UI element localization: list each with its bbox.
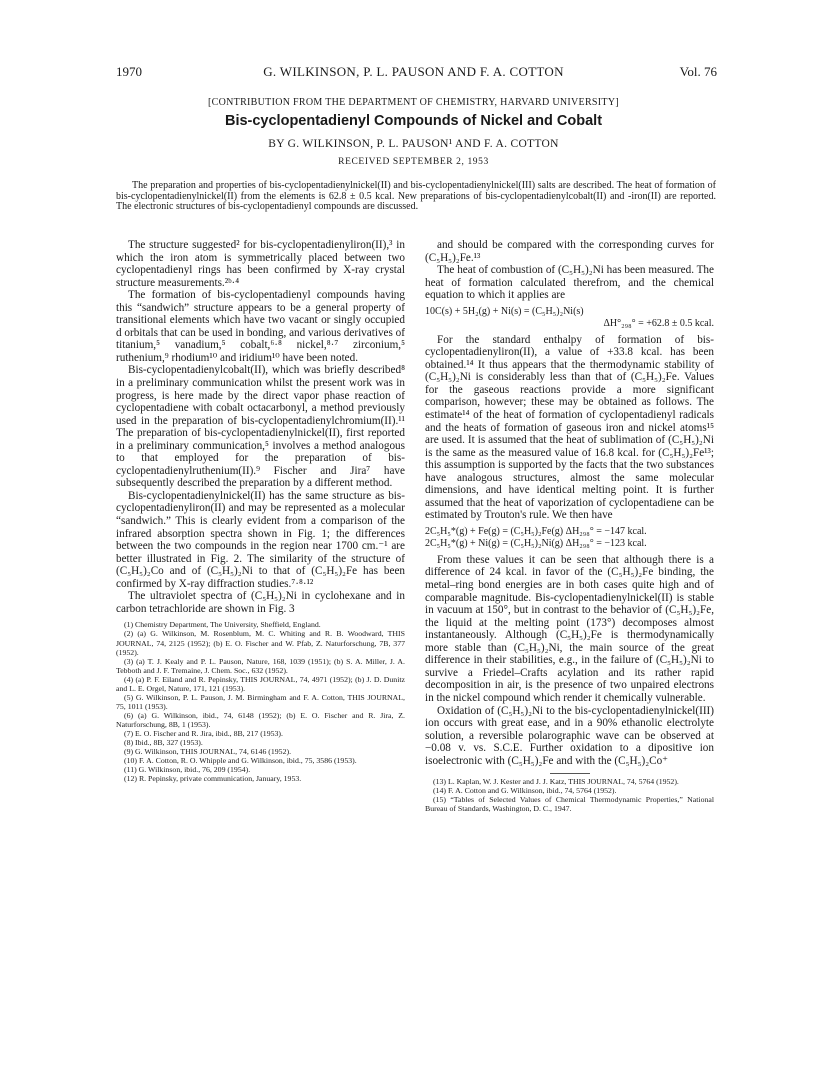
body-paragraph: Oxidation of (C₅H₅)₂Ni to the bis-cyclopentadienylnickel(III) ion occurs with great ease, and in a 90% ethanolic electrolyte solution, a reversible polarographic wave can be observed at −0.08 v. vs. S.C.E. Further oxidation to a dipositive ion isoelectronic with (C₅H₅)₂Fe and with the (C₅H₅)₂Co⁺ [425, 704, 714, 767]
footnote: (2) (a) G. Wilkinson, M. Rosenblum, M. C. Whiting and R. B. Woodward, THIS JOURNAL, 74, 2125 (1952); (b) E. O. Fischer and W. Pfab, Z. Naturforschung, 7B, 377 (1952). [116, 629, 405, 657]
author-byline: BY G. WILKINSON, P. L. PAUSON¹ AND F. A. COTTON [268, 138, 559, 150]
footnote: (14) F. A. Cotton and G. Wilkinson, ibid., 74, 5764 (1952). [433, 786, 617, 796]
footnote: (5) G. Wilkinson, P. L. Pauson, J. M. Birmingham and F. A. Cotton, THIS JOURNAL, 75, 1011 (1953). [116, 692, 405, 711]
body-paragraph: The ultraviolet spectra of (C₅H₅)₂Ni in cyclohexane and in carbon tetrachloride are shown in Fig. 3 [116, 590, 405, 615]
body-paragraph: and should be compared with the corresponding curves for (C₅H₅)₂Fe.¹³ [425, 239, 714, 264]
running-authors: G. WILKINSON, P. L. PAUSON AND F. A. COTTON [263, 64, 564, 79]
equation-line: 2C₅H₅*(g) + Ni(g) = (C₅H₅)₂Ni(g) ΔH₂₉₈° = −123 kcal. [425, 537, 647, 549]
footnote: (15) “Tables of Selected Values of Chemical Thermodynamic Properties,” National Bureau of Standards, Washington, D. C., 1947. [425, 795, 714, 814]
volume-number: Vol. 76 [679, 64, 717, 79]
body-paragraph: The formation of bis-cyclopentadienyl compounds having this “sandwich” structure appears to be a general property of transitional elements which have two vacant or singly occupied d orbitals that can be used in bonding, and various derivatives of titanium,⁵ vanadium,⁵ cobalt,⁶·⁸ nickel,⁸·⁷ zirconium,⁵ ruthenium,⁹ rhodium¹⁰ and iridium¹⁰ have been noted. [116, 289, 405, 364]
page-number: 1970 [116, 64, 142, 79]
body-paragraph: Bis-cyclopentadienylnickel(II) has the same structure as bis-cyclopentadienyliron(II) and may be represented as a molecular “sandwich.” This is clearly evident from a comparison of the infrared absorption spectra shown in Fig. 1; the differences between the two compounds in the region near 1700 cm.⁻¹ are better illustrated in Fig. 2. The similarity of the structure of (C₅H₅)₂Co and of (C₅H₅)₂Ni to that of (C₅H₅)₂Fe has been confirmed by X-ray diffraction studies.⁷·⁸·¹² [116, 489, 405, 590]
equation-line: ΔH°₂₉₈° = +62.8 ± 0.5 kcal. [603, 317, 714, 329]
body-paragraph: Bis-cyclopentadienylcobalt(II), which was briefly described⁸ in a preliminary communication whilst the present work was in progress, is here made by the direct vapor phase reaction of cyclopentadiene with cobalt octacarbonyl, a method previously used in the preparation of bis-cyclopentadienylchromium(II).¹¹ The preparation of bis-cyclopentadienylnickel(II), first reported in a preliminary communication,⁵ involves a method analogous to that employed for the preparation of bis-cyclopentadienylruthenium(II).⁹ Fischer and Jira⁷ have subsequently described the preparation by a different method. [116, 364, 405, 490]
equation-heat-of-formation [425, 306, 714, 330]
footnote: (13) L. Kaplan, W. J. Kester and J. J. Katz, THIS JOURNAL, 74, 5764 (1952). [433, 777, 679, 787]
footnote: (7) E. O. Fischer and R. Jira, ibid., 8B, 217 (1953). [124, 728, 283, 738]
footnote: (11) G. Wilkinson, ibid., 76, 209 (1954). [124, 765, 251, 775]
footnote: (3) (a) T. J. Kealy and P. L. Pauson, Nature, 168, 1039 (1951); (b) S. A. Miller, J. A. Tebboth and J. F. Tremaine, J. Chem. Soc., 632 (1952). [116, 656, 405, 675]
body-paragraph: The structure suggested² for bis-cyclopentadienyliron(II),³ in which the iron atom is symmetrically placed between two cyclopentadienyl rings has been confirmed by X-ray crystal structure measurements.²ᵇ·⁴ [116, 239, 405, 289]
body-paragraph: The heat of combustion of (C₅H₅)₂Ni has been measured. The heat of formation calculated therefrom, and the chemical equation to which it applies are [425, 264, 714, 302]
footnote: (8) Ibid., 8B, 327 (1953). [124, 738, 203, 748]
footnote: (10) F. A. Cotton, R. O. Whipple and G. Wilkinson, ibid., 75, 3586 (1953). [124, 756, 357, 766]
footnote: (12) R. Pepinsky, private communication, January, 1953. [124, 774, 302, 784]
running-header [0, 64, 827, 84]
left-column [116, 239, 405, 783]
right-column [425, 239, 714, 813]
footnote: (6) (a) G. Wilkinson, ibid., 74, 6148 (1952); (b) E. O. Fischer and R. Jira, Z. Naturforschung, 8B, 1 (1953). [116, 710, 405, 729]
body-paragraph: From these values it can be seen that although there is a difference of 24 kcal. in favor of the (C₅H₅)₂Fe binding, the metal–ring bond energies are in both cases quite high and of comparable magnitude. Bis-cyclopentadienylnickel(II) is stable in vacuum at 150°, but in contrast to the behavior of (C₅H₅)₂Fe, the liquid at the melting point (173°) decomposes almost instantaneously. Although (C₅H₅)₂Fe is thermodynamically more stable than (C₅H₅)₂Ni, the main source of the great difference in their stabilities, e.g., in the failure of (C₅H₅)₂Ni to survive a Friedel–Crafts acylation and its rather rapid decomposition in air, is the presence of two unpaired electrons in the nickel compound which render it chemically vulnerable. [425, 553, 714, 704]
article-title: Bis-cyclopentadienyl Compounds of Nickel and Cobalt [224, 113, 603, 129]
equation-gaseous-reactions [425, 526, 714, 550]
contribution-line: [CONTRIBUTION FROM THE DEPARTMENT OF CHEMISTRY, HARVARD UNIVERSITY] [208, 97, 619, 108]
equation-line: 10C(s) + 5H₂(g) + Ni(s) = (C₅H₅)₂Ni(s) [425, 305, 584, 317]
equation-line: 2C₅H₅*(g) + Fe(g) = (C₅H₅)₂Fe(g) ΔH₂₉₈° = −147 kcal. [425, 525, 647, 537]
footnote: (9) G. Wilkinson, THIS JOURNAL, 74, 6146 (1952). [124, 747, 292, 757]
footnote: (1) Chemistry Department, The University, Sheffield, England. [124, 620, 321, 630]
footnotes-right [425, 773, 714, 813]
body-paragraph: For the standard enthalpy of formation of bis-cyclopentadienyliron(II), a value of +33.8 kcal. has been obtained.¹⁴ It thus appears that the thermodynamic stability of (C₅H₅)₂Ni is considerably less than that of (C₅H₅)₂Fe. Values for the gaseous reactions provide a more significant comparison, however; these may be obtained as follows. The estimate¹⁴ of the heat of formation of cyclopentadienyl radicals and the heats of formation of gaseous iron and nickel atoms¹⁵ are used. It is assumed that the heat of sublimation of (C₅H₅)₂Ni is the same as the measured value of 16.8 kcal. for (C₅H₅)₂Fe¹³; this assumption is supported by the facts that the two substances have analogous structures, almost the same molecular dimensions, and have identical melting point. It is further assumed that the heat of vaporization of cyclopentadiene can be estimated by Trouton's rule. We then have [425, 333, 714, 522]
footnote-rule [550, 773, 590, 774]
received-date: RECEIVED SEPTEMBER 2, 1953 [338, 157, 489, 167]
footnotes-left [116, 620, 405, 783]
footnote: (4) (a) P. F. Eiland and R. Pepinsky, THIS JOURNAL, 74, 4971 (1952); (b) J. D. Dunitz and L. E. Orgel, Nature, 171, 121 (1953). [116, 674, 405, 693]
abstract: The preparation and properties of bis-cyclopentadienylnickel(II) and bis-cyclopentadienylnickel(III) salts are described. The heat of formation of bis-cyclopentadienylnickel(II) from the elements is 62.8 ± 0.5 kcal. New preparations of bis-cyclopentadienylcobalt(II) and -iron(II) are reported. The electronic structures of bis-cyclopentadienyl compounds are discussed. [116, 180, 716, 213]
